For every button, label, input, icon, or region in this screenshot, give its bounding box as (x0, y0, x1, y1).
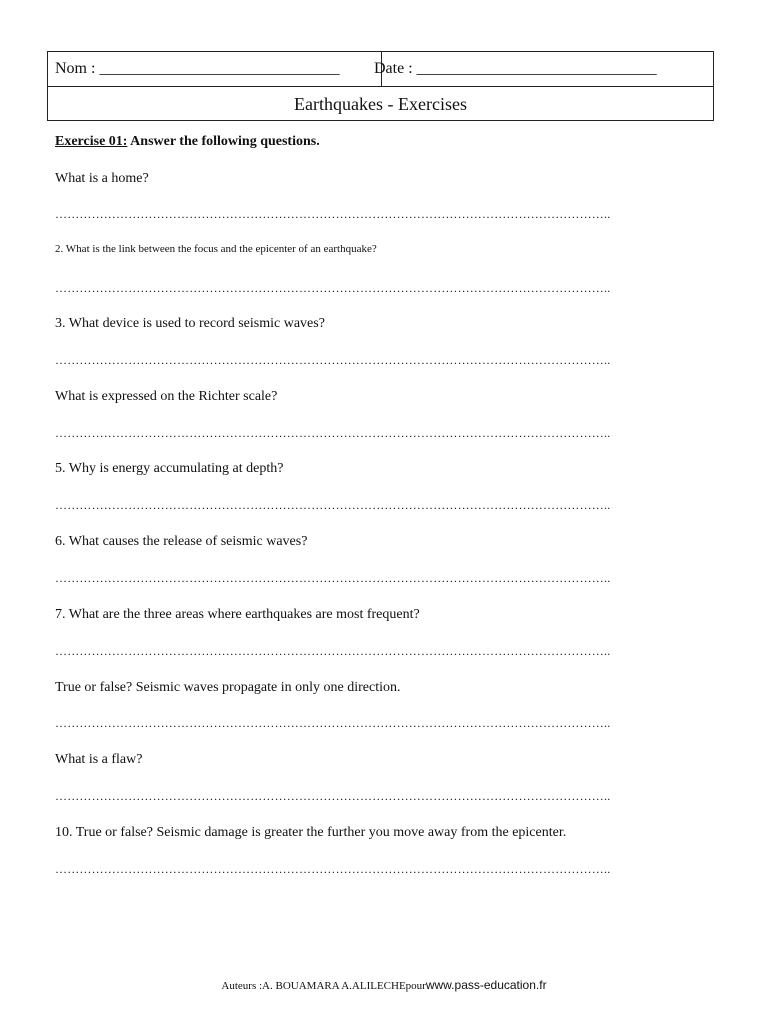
question-9: What is a flaw? (55, 752, 143, 767)
answer-line-8[interactable]: ……………………………………………………………………………………………………………………….. (55, 716, 611, 730)
question-5: 5. Why is energy accumulating at depth? (55, 461, 284, 476)
exercise-instruction: Answer the following questions. (127, 134, 320, 149)
question-3: 3. What device is used to record seismic waves? (55, 316, 325, 331)
answer-line-6[interactable]: ……………………………………………………………………………………………………………………….. (55, 571, 611, 585)
question-6: 6. What causes the release of seismic waves? (55, 534, 308, 549)
answer-line-5[interactable]: ……………………………………………………………………………………………………………………….. (55, 498, 611, 512)
answer-line-9[interactable]: ……………………………………………………………………………………………………………………….. (55, 789, 611, 803)
answer-line-1[interactable]: ……………………………………………………………………………………………………………………….. (55, 207, 611, 221)
exercise-heading (55, 134, 320, 150)
question-10: 10. True or false? Seismic damage is greater the further you move away from the epicenter. (55, 825, 567, 840)
question-7: 7. What are the three areas where earthquakes are most frequent? (55, 607, 420, 622)
header-box (47, 51, 714, 121)
question-2: 2. What is the link between the focus and the epicenter of an earthquake? (55, 243, 377, 255)
question-8: True or false? Seismic waves propagate in only one direction. (55, 680, 401, 695)
date-field[interactable]: Date : ______________________________ (374, 60, 657, 77)
question-1: What is a home? (55, 171, 149, 186)
answer-line-3[interactable]: ……………………………………………………………………………………………………………………….. (55, 353, 611, 367)
answer-line-10[interactable]: ……………………………………………………………………………………………………………………….. (55, 862, 611, 876)
page-title: Earthquakes - Exercises (294, 94, 467, 114)
name-field[interactable]: Nom : ______________________________ (55, 60, 340, 77)
exercise-label: Exercise 01: (55, 134, 128, 149)
answer-line-2[interactable]: ……………………………………………………………………………………………………………………….. (55, 281, 611, 295)
header-name-date-row (48, 52, 713, 87)
footer-authors: Auteurs :A. BOUAMARA A.ALILECHEpour (221, 980, 426, 992)
answer-line-4[interactable]: ……………………………………………………………………………………………………………………….. (55, 426, 611, 440)
question-4: What is expressed on the Richter scale? (55, 389, 278, 404)
footer-site-link[interactable]: www.pass-education.fr (425, 978, 547, 992)
page-footer (0, 978, 768, 992)
answer-line-7[interactable]: ……………………………………………………………………………………………………………………….. (55, 644, 611, 658)
